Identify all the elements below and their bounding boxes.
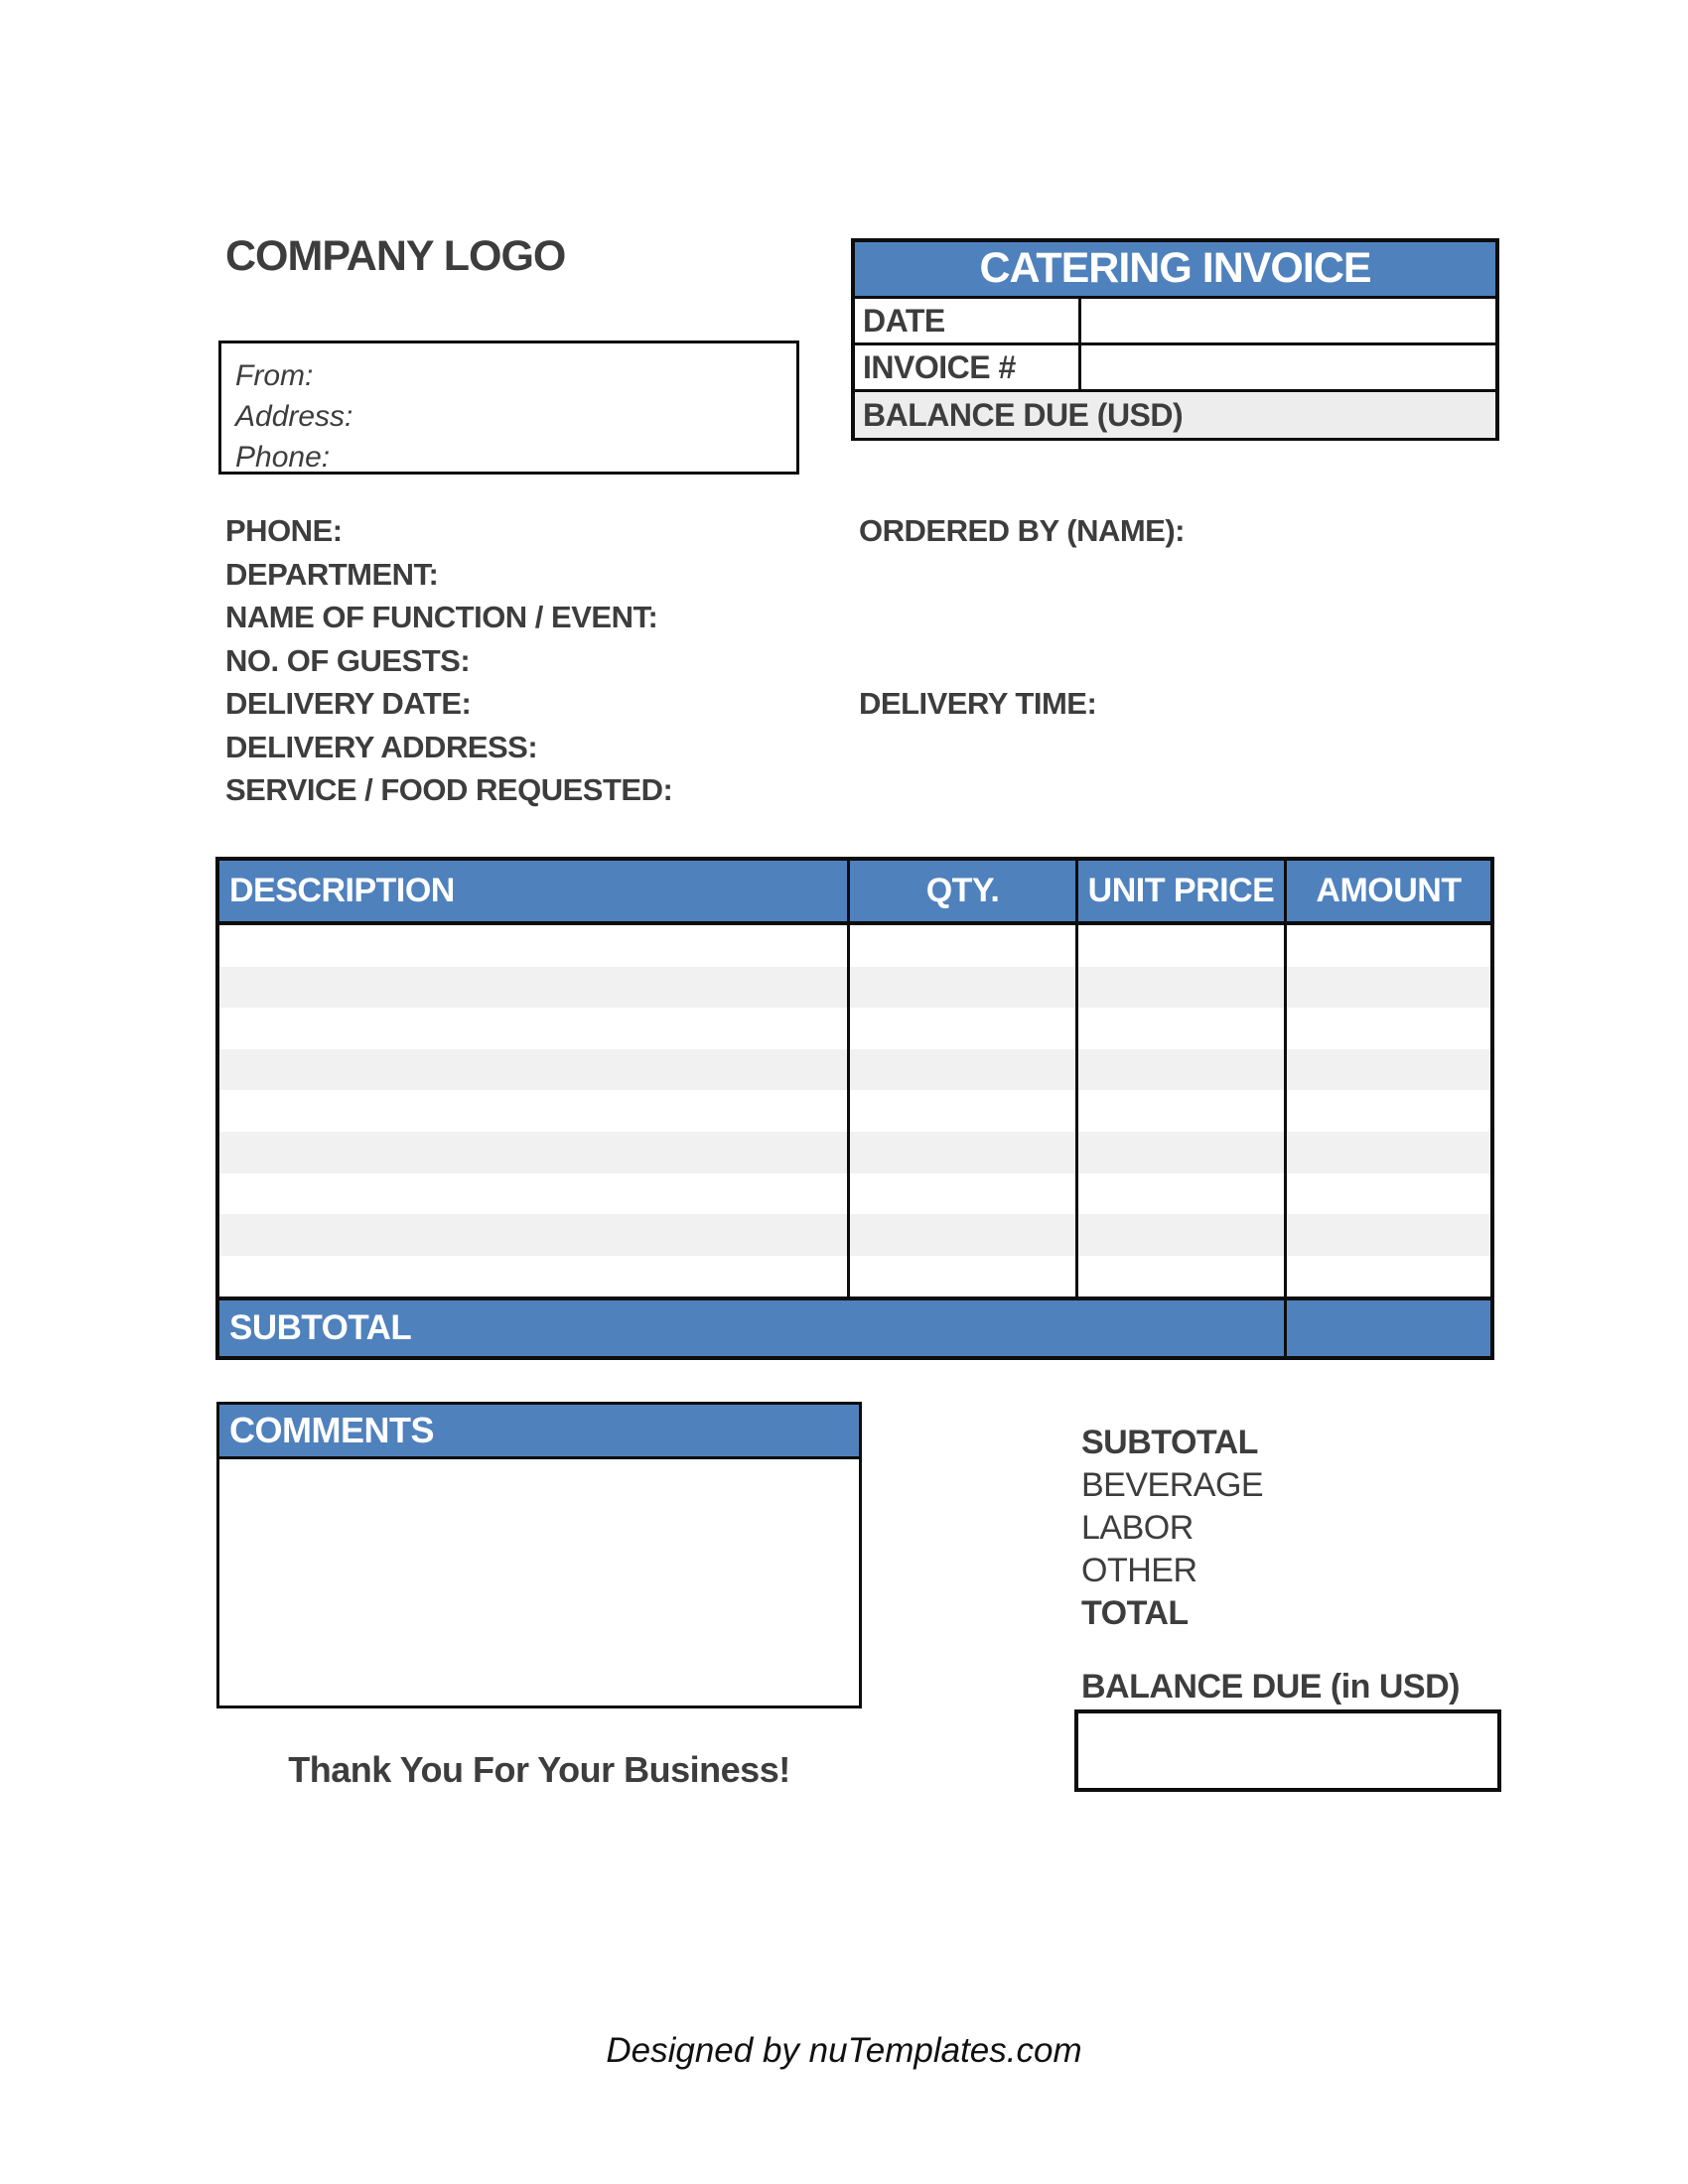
summary-block: [1081, 1422, 1498, 1635]
phone-label: Phone:: [235, 441, 331, 474]
date-label: DATE: [855, 299, 1081, 342]
item-unit-price-cell[interactable]: [1075, 967, 1284, 1009]
event-info-block: [225, 509, 1496, 812]
summary-line-labor: LABOR: [1081, 1509, 1194, 1547]
item-unit-price-cell[interactable]: [1075, 1256, 1284, 1297]
item-amount-cell[interactable]: [1284, 1256, 1490, 1297]
item-amount-cell[interactable]: [1284, 1132, 1490, 1173]
designer-credit: Designed by nuTemplates.com: [606, 2031, 1082, 2070]
items-table-body: [219, 925, 1490, 1297]
item-row: [219, 1256, 1490, 1297]
item-unit-price-cell[interactable]: [1075, 1173, 1284, 1215]
summary-line-other: OTHER: [1081, 1552, 1197, 1589]
item-amount-cell[interactable]: [1284, 1214, 1490, 1256]
item-amount-cell[interactable]: [1284, 1008, 1490, 1049]
item-unit-price-cell[interactable]: [1075, 1214, 1284, 1256]
event-info-row: [225, 596, 1496, 639]
invoice-number-label: INVOICE #: [855, 345, 1081, 389]
event-info-left-label: SERVICE / FOOD REQUESTED:: [225, 772, 673, 807]
item-qty-cell[interactable]: [847, 1256, 1075, 1297]
event-info-row: [225, 682, 1496, 726]
date-value-cell[interactable]: [1081, 299, 1495, 342]
item-row: [219, 1132, 1490, 1173]
item-amount-cell[interactable]: [1284, 1049, 1490, 1091]
item-amount-cell[interactable]: [1284, 925, 1490, 967]
item-unit-price-cell[interactable]: [1075, 1049, 1284, 1091]
item-unit-price-cell[interactable]: [1075, 1090, 1284, 1132]
item-unit-price-cell[interactable]: [1075, 925, 1284, 967]
item-row: [219, 967, 1490, 1009]
summary-line-beverage: BEVERAGE: [1081, 1466, 1264, 1504]
item-qty-cell[interactable]: [847, 1008, 1075, 1049]
event-info-left-label: PHONE:: [225, 513, 343, 548]
subtotal-amount-cell[interactable]: [1284, 1300, 1490, 1356]
thank-you-message: Thank You For Your Business!: [288, 1749, 790, 1790]
event-info-row: [225, 639, 1496, 683]
balance-due-usd-row[interactable]: BALANCE DUE (USD): [855, 389, 1495, 438]
column-header-amount: AMOUNT: [1284, 861, 1490, 921]
summary-line-total: TOTAL: [1081, 1594, 1189, 1632]
item-row: [219, 1090, 1490, 1132]
invoice-header-table: [851, 238, 1499, 441]
from-box[interactable]: [218, 341, 799, 475]
event-info-row: [225, 768, 1496, 812]
item-unit-price-cell[interactable]: [1075, 1008, 1284, 1049]
item-description-cell[interactable]: [219, 1132, 847, 1173]
event-info-left-label: DELIVERY ADDRESS:: [225, 729, 538, 764]
item-description-cell[interactable]: [219, 967, 847, 1009]
event-info-row: [225, 509, 1496, 553]
invoice-number-value-cell[interactable]: [1081, 345, 1495, 389]
column-header-unit-price: UNIT PRICE: [1075, 861, 1284, 921]
item-description-cell[interactable]: [219, 1049, 847, 1091]
item-description-cell[interactable]: [219, 925, 847, 967]
date-row: [855, 296, 1495, 342]
item-amount-cell[interactable]: [1284, 1090, 1490, 1132]
event-info-row: [225, 726, 1496, 769]
item-qty-cell[interactable]: [847, 1214, 1075, 1256]
item-row: [219, 1008, 1490, 1049]
event-info-left-label: NO. OF GUESTS:: [225, 642, 471, 678]
item-amount-cell[interactable]: [1284, 967, 1490, 1009]
item-unit-price-cell[interactable]: [1075, 1132, 1284, 1173]
item-qty-cell[interactable]: [847, 1049, 1075, 1091]
item-description-cell[interactable]: [219, 1256, 847, 1297]
balance-due-input-box[interactable]: [1074, 1709, 1501, 1792]
item-qty-cell[interactable]: [847, 1173, 1075, 1215]
event-info-right-label: ORDERED BY (NAME):: [859, 513, 1185, 548]
from-label: From:: [235, 359, 314, 392]
item-row: [219, 1173, 1490, 1215]
event-info-row: [225, 553, 1496, 597]
item-row: [219, 925, 1490, 967]
item-description-cell[interactable]: [219, 1173, 847, 1215]
comments-box: [216, 1402, 862, 1708]
item-row: [219, 1214, 1490, 1256]
invoice-title: CATERING INVOICE: [855, 242, 1495, 296]
item-description-cell[interactable]: [219, 1090, 847, 1132]
event-info-right-label: DELIVERY TIME:: [859, 686, 1097, 721]
item-description-cell[interactable]: [219, 1214, 847, 1256]
item-qty-cell[interactable]: [847, 925, 1075, 967]
event-info-left-label: NAME OF FUNCTION / EVENT:: [225, 600, 658, 634]
event-info-left-label: DELIVERY DATE:: [225, 686, 472, 721]
comments-title: COMMENTS: [219, 1405, 859, 1459]
column-header-qty: QTY.: [847, 861, 1075, 921]
event-info-left-label: DEPARTMENT:: [225, 556, 439, 592]
company-logo: COMPANY LOGO: [225, 232, 566, 280]
invoice-number-row: [855, 342, 1495, 389]
items-subtotal-row: [219, 1297, 1490, 1356]
item-qty-cell[interactable]: [847, 1090, 1075, 1132]
item-description-cell[interactable]: [219, 1008, 847, 1049]
item-amount-cell[interactable]: [1284, 1173, 1490, 1215]
column-header-description: DESCRIPTION: [229, 872, 455, 909]
address-label: Address:: [235, 400, 353, 433]
item-qty-cell[interactable]: [847, 967, 1075, 1009]
items-table-header: [219, 861, 1490, 925]
subtotal-label: SUBTOTAL: [229, 1308, 412, 1348]
summary-line-subtotal: SUBTOTAL: [1081, 1424, 1258, 1461]
balance-due-in-usd-label: BALANCE DUE (in USD): [1081, 1668, 1460, 1706]
items-table: [215, 857, 1494, 1360]
comments-input-area[interactable]: [219, 1459, 859, 1706]
item-row: [219, 1049, 1490, 1091]
item-qty-cell[interactable]: [847, 1132, 1075, 1173]
